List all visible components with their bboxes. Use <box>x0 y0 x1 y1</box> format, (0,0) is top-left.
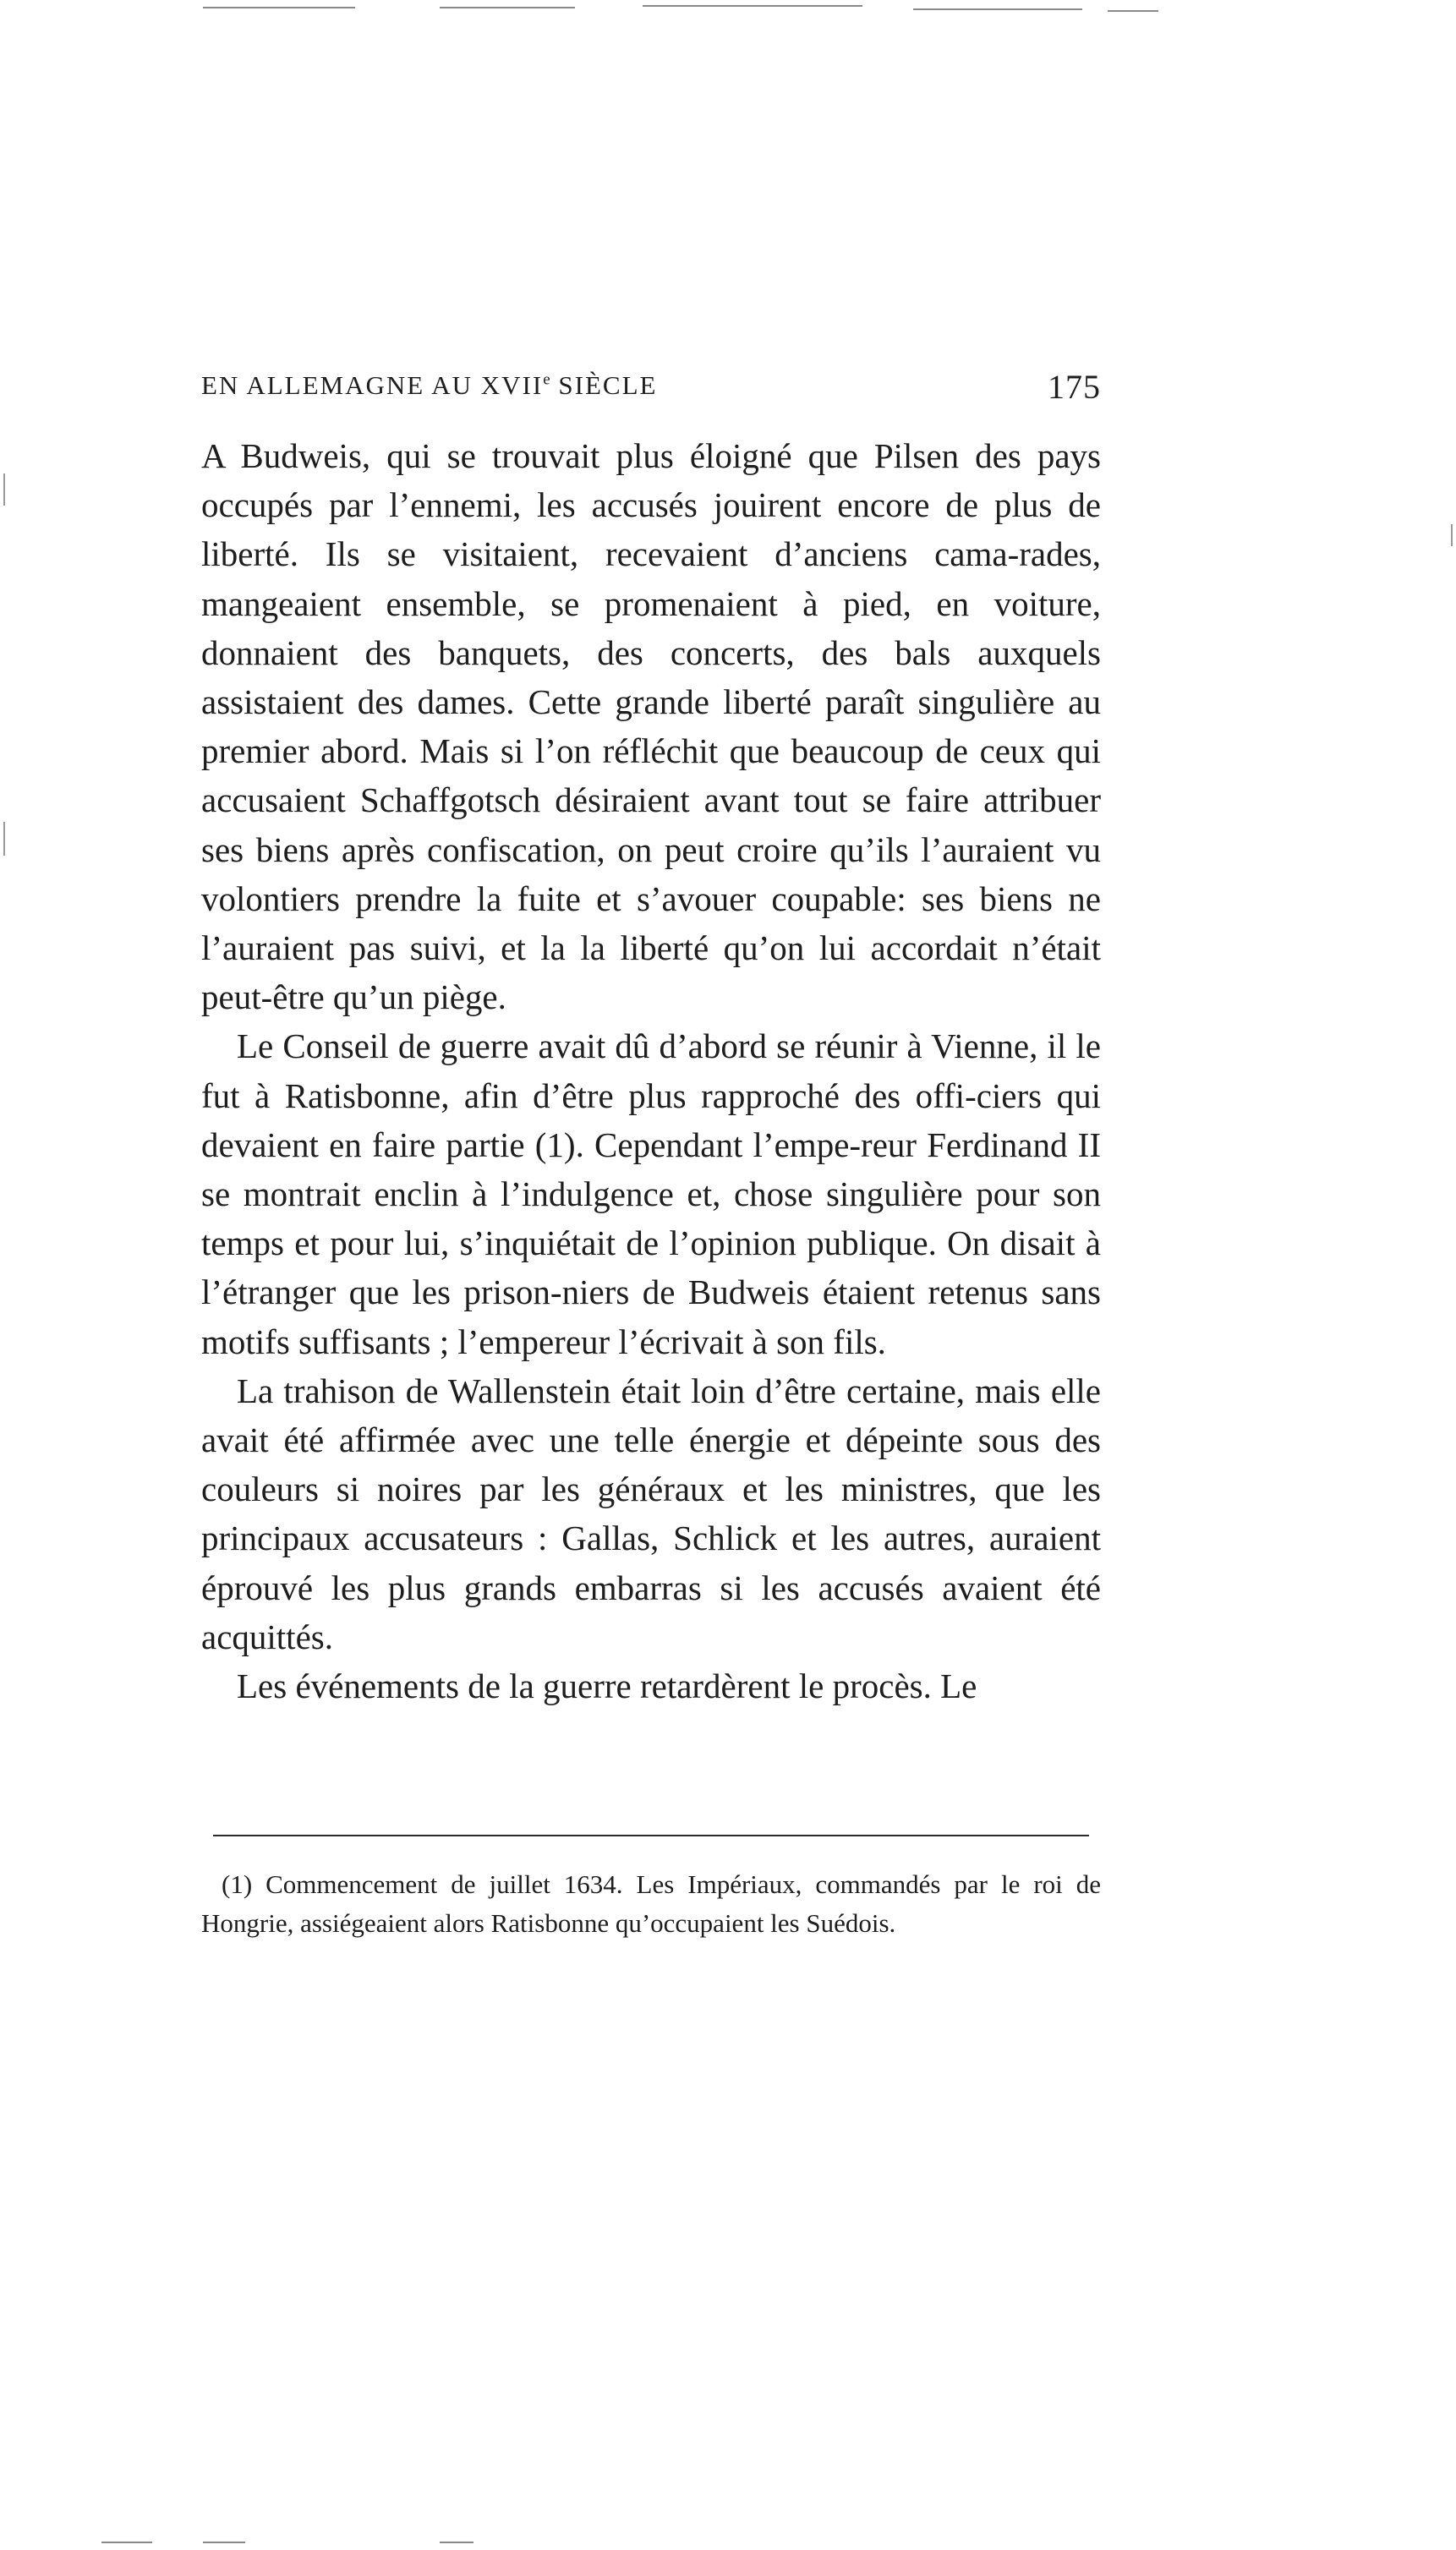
scan-edge-mark <box>440 7 575 8</box>
scan-edge-mark <box>1108 10 1158 12</box>
footnote <box>201 1865 1101 1943</box>
scan-edge-mark <box>440 2542 473 2543</box>
running-title-main: EN ALLEMAGNE AU XVII <box>201 370 544 400</box>
scan-edge-mark <box>203 7 355 8</box>
running-head <box>201 364 1101 414</box>
scan-edge-mark <box>1451 524 1453 546</box>
scan-edge-mark <box>913 8 1082 10</box>
scan-edge-mark <box>101 2542 152 2543</box>
running-title-superscript: e <box>543 370 550 389</box>
running-title <box>201 370 657 401</box>
paragraph: La trahison de Wallenstein était loin d’être certaine, mais elle avait été affirmée avec une telle énergie et dépeinte sous des couleurs si noires par les généraux et les ministres, que les principaux accusateurs : Gallas, Schlick et les autres, auraient éprouvé les plus grands embarras si les accusés avaient été acquittés. <box>201 1371 1101 1656</box>
footnote-rule <box>213 1835 1089 1836</box>
main-text <box>201 431 1101 1710</box>
paragraph: Les événements de la guerre retardèrent le procès. Le <box>237 1666 977 1706</box>
scan-edge-mark <box>3 473 5 506</box>
scan-edge-mark <box>3 822 5 856</box>
scan-edge-mark <box>203 2542 245 2543</box>
scan-edge-mark <box>643 5 862 7</box>
paragraph: A Budweis, qui se trouvait plus éloigné que Pilsen des pays occupés par l’ennemi, les accusés jouirent encore de plus de liberté. Ils se visitaient, recevaient d’anciens cama-rades, mangeaient ensemble, se promenaient à pied, en voiture, donnaient des banquets, des concerts, des bals auxquels assistaient des dames. Cette grande liberté paraît singulière au premier abord. Mais si l’on réfléchit que beaucoup de ceux qui accusaient Schaffgotsch désiraient avant tout se faire attribuer ses biens après confiscation, on peut croire qu’ils l’auraient vu volontiers prendre la fuite et s’avouer coupable: ses biens ne l’auraient pas suivi, et la la liberté qu’on lui accordait n’était peut-être qu’un piège. <box>201 436 1101 1017</box>
footnote-text: (1) Commencement de juillet 1634. Les Impériaux, commandés par le roi de Hongrie, assiégeaient alors Ratisbonne qu’occupaient les Suédois. <box>201 1869 1101 1938</box>
page-number: 175 <box>1048 368 1101 406</box>
running-title-end: SIÈCLE <box>550 370 658 400</box>
paragraph: Le Conseil de guerre avait dû d’abord se réunir à Vienne, il le fut à Ratisbonne, afin d’être plus rapproché des offi-ciers qui devaient en faire partie (1). Cependant l’empe-reur Ferdinand II se montrait enclin à l’indulgence et, chose singulière pour son temps et pour lui, s’inquiétait de l’opinion publique. On disait à l’étranger que les prison-niers de Budweis étaient retenus sans motifs suffisants ; l’empereur l’écrivait à son fils. <box>201 1026 1101 1361</box>
